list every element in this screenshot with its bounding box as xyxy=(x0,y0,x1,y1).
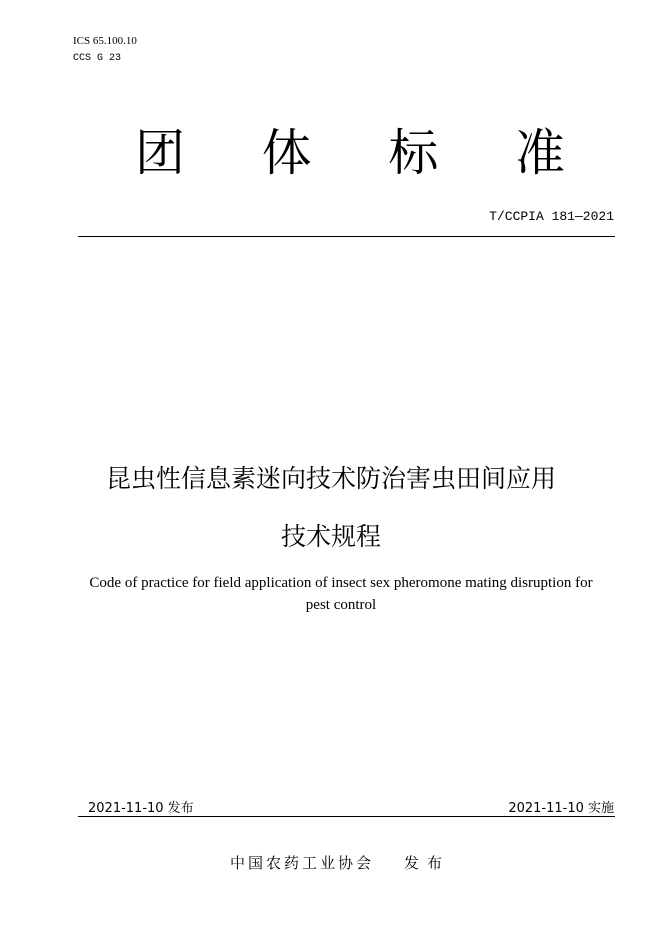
bottom-divider xyxy=(78,816,615,817)
issuer-line xyxy=(230,852,450,873)
title-char-4: 准 xyxy=(514,124,565,182)
title-char-1: 团 xyxy=(135,124,185,182)
ccs-code: CCS G 23 xyxy=(73,53,122,64)
english-title xyxy=(60,572,622,616)
chinese-title-line-1: 昆虫性信息素迷向技术防治害虫田间应用 xyxy=(105,464,556,493)
implement-date: 2021-11-10 实施 xyxy=(508,801,614,816)
chinese-title xyxy=(0,450,662,566)
publish-date: 2021-11-10 发布 xyxy=(88,801,194,816)
standard-number: T/CCPIA 181—2021 xyxy=(489,209,614,224)
document-type-title xyxy=(135,118,565,188)
issuer-action: 发布 xyxy=(404,854,451,872)
classification-codes xyxy=(73,33,137,67)
chinese-title-line-2: 技术规程 xyxy=(280,522,381,551)
ics-code: ICS 65.100.10 xyxy=(73,35,137,47)
english-title-line-2: pest control xyxy=(305,597,377,613)
title-char-2: 体 xyxy=(261,124,312,182)
title-char-3: 标 xyxy=(388,124,439,182)
top-divider xyxy=(78,236,615,237)
issuer-organization: 中国农药工业协会 xyxy=(230,854,375,872)
english-title-line-1: Code of practice for field application of insect sex pheromone mating disruption for xyxy=(89,575,593,591)
